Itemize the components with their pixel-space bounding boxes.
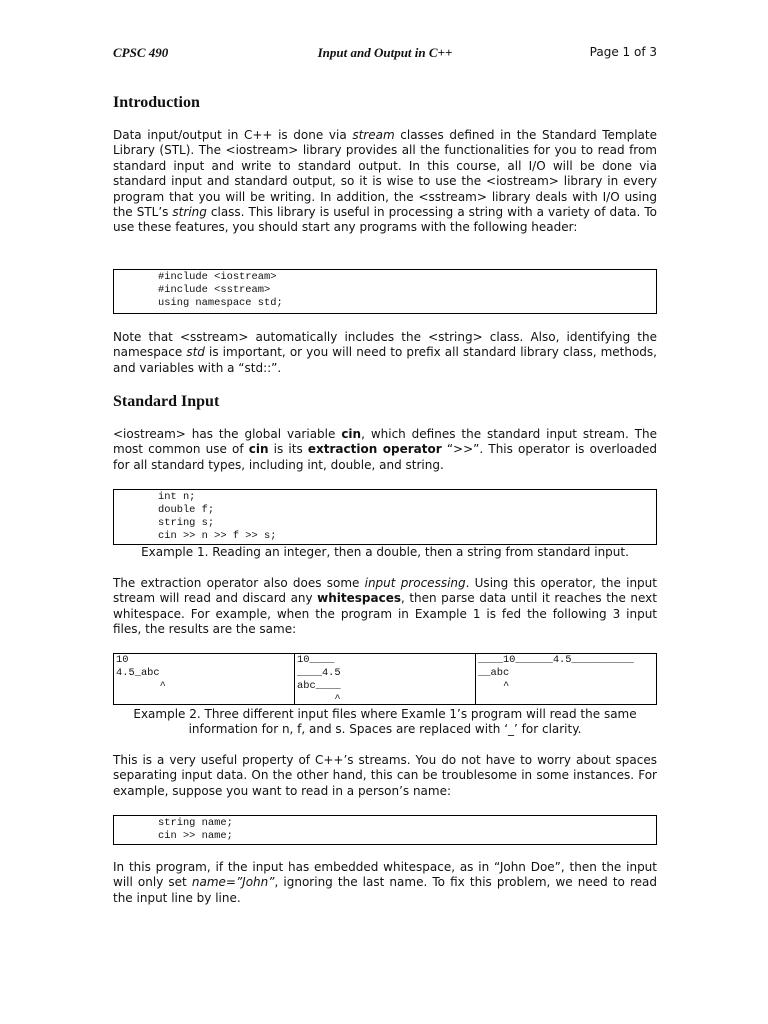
- example2-caption-line2: information for n, f, and s. Spaces are replaced with ‘_’ for clarity.: [188, 722, 582, 736]
- example3-code-box: [113, 815, 657, 845]
- input-files-table: [113, 653, 657, 705]
- page-number: Page 1 of 3: [589, 45, 657, 59]
- whitespace-paragraph: This is a very useful property of C++’s streams. You do not have to worry about spaces separating input data. On the other hand, this can be troublesome in some instances. For example, suppose you want to read in a person’s name:: [113, 753, 657, 798]
- document-title: Input and Output in C++: [317, 45, 453, 60]
- example1-code: int n; double f; string s; cin >> n >> f >> s;: [158, 491, 277, 542]
- section-heading-introduction: Introduction: [113, 94, 200, 111]
- input-file-1: 10 4.5_abc ^: [114, 654, 295, 704]
- input-file-2: 10____ ____4.5 abc____ ^: [295, 654, 476, 704]
- header-code-box: [113, 269, 657, 314]
- course-code: CPSC 490: [113, 45, 169, 60]
- page-header: [113, 45, 657, 65]
- intro-paragraph: Data input/output in C++ is done via stream classes defined in the Standard Template Library (STL). The <iostream> library provides all the functionalities for you to read from standard input and write to standard output. In this course, all I/O will be done via standard input and standard output, so it is wise to use the <iostream> library in every program that you will be writing. In addition, the <sstream> library deals with I/O using the STL’s string class. This library is useful in processing a string with a variety of data. To use these features, you should start any programs with the following header:: [113, 128, 657, 235]
- embedded-whitespace-paragraph: In this program, if the input has embedded whitespace, as in “John Doe”, then the input will only set name=”John”, ignoring the last name. To fix this problem, we need to read the input line by line.: [113, 860, 658, 905]
- extraction-paragraph: The extraction operator also does some input processing. Using this operator, the input stream will read and discard any whitespaces, then parse data until it reaches the next whitespace. For example, when the program in Example 1 is fed the following 3 input files, the results are the same:: [113, 576, 657, 637]
- header-code: #include <iostream> #include <sstream> using namespace std;: [158, 271, 283, 309]
- cin-paragraph: <iostream> has the global variable cin, which defines the standard input stream. The most common use of cin is its extraction operator “>>”. This operator is overloaded for all standard types, including int, double, and string.: [113, 427, 658, 472]
- example3-code: string name; cin >> name;: [158, 817, 233, 842]
- section-heading-standard-input: Standard Input: [113, 393, 220, 410]
- example1-caption: Example 1. Reading an integer, then a double, then a string from standard input.: [141, 545, 629, 559]
- input-file-3: ____10______4.5__________ __abc ^: [478, 654, 634, 692]
- example2-caption-line1: Example 2. Three different input files where Examle 1’s program will read the same: [133, 707, 637, 721]
- example1-code-box: [113, 489, 657, 545]
- namespace-note: Note that <sstream> automatically includes the <string> class. Also, identifying the namespace std is important, or you will need to prefix all standard library class, methods, and variables with a “std::”.: [113, 330, 657, 375]
